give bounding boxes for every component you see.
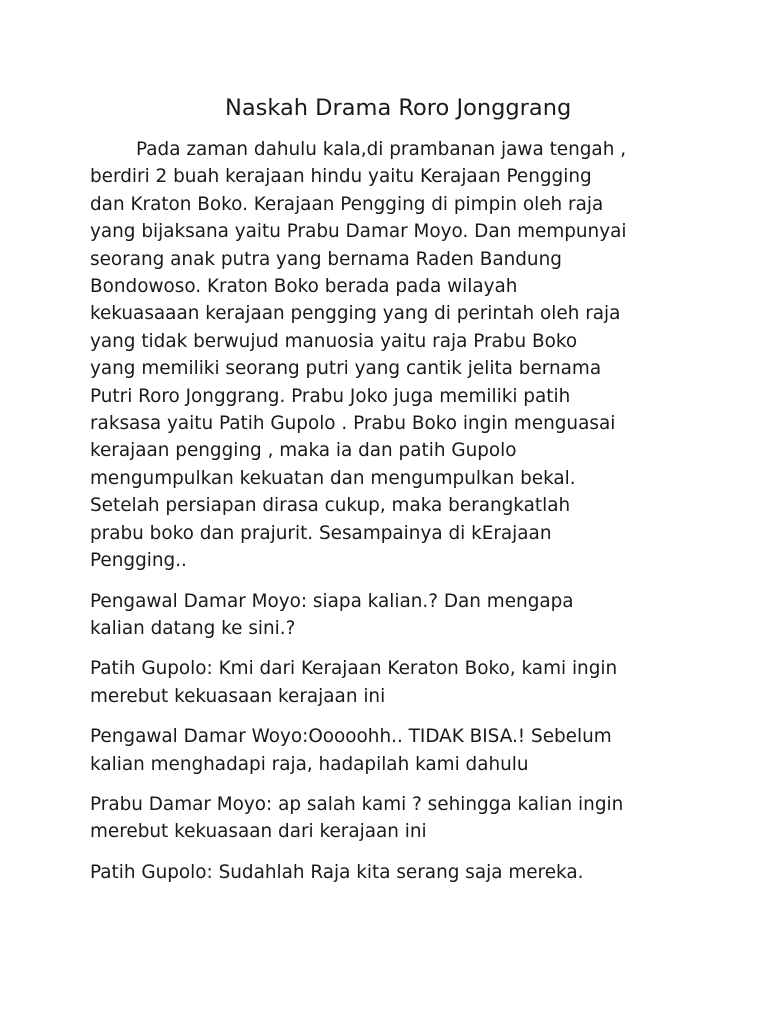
- text-line: Patih Gupolo: Sudahlah Raja kita serang saja mereka.: [90, 861, 584, 883]
- text-line: merebut kekuasaan dari kerajaan ini: [90, 821, 427, 843]
- dialogue-paragraph: [90, 859, 690, 886]
- text-line: kalian menghadapi raja, hadapilah kami dahulu: [90, 753, 529, 775]
- text-line: Pengawal Damar Woyo:Ooooohh.. TIDAK BISA.! Sebelum: [90, 726, 612, 748]
- text-line: kekuasaaan kerajaan pengging yang di perintah oleh raja: [90, 303, 621, 325]
- text-line: berdiri 2 buah kerajaan hindu yaitu Kerajaan Pengging: [90, 166, 592, 188]
- dialogue-paragraph: [90, 791, 690, 846]
- text-line: mengumpulkan kekuatan dan mengumpulkan bekal.: [90, 467, 576, 489]
- text-line: Pengawal Damar Moyo: siapa kalian.? Dan mengapa: [90, 590, 574, 612]
- text-line: dan Kraton Boko. Kerajaan Pengging di pimpin oleh raja: [90, 193, 604, 215]
- text-line: Setelah persiapan dirasa cukup, maka berangkatlah: [90, 495, 571, 517]
- text-line: Bondowoso. Kraton Boko berada pada wilayah: [90, 276, 518, 298]
- text-line: kalian datang ke sini.?: [90, 617, 296, 639]
- text-line: yang bijaksana yaitu Prabu Damar Moyo. Dan mempunyai: [90, 221, 627, 243]
- dialogue-paragraph: [90, 655, 690, 710]
- text-line: yang tidak berwujud manuosia yaitu raja Prabu Boko: [90, 330, 578, 352]
- text-line: seorang anak putra yang bernama Raden Bandung: [90, 248, 562, 270]
- text-line: Pada zaman dahulu kala,di prambanan jawa tengah ,: [136, 139, 627, 160]
- dialogue-paragraph: [90, 723, 690, 778]
- text-line: kerajaan pengging , maka ia dan patih Gupolo: [90, 440, 517, 462]
- text-line: yang memiliki seorang putri yang cantik jelita bernama: [90, 358, 602, 380]
- text-line: Pengging..: [90, 550, 187, 572]
- document-page: [90, 92, 690, 899]
- text-line: merebut kekuasaan kerajaan ini: [90, 685, 386, 707]
- text-line: Putri Roro Jonggrang. Prabu Joko juga memiliki patih: [90, 385, 571, 407]
- text-line: Patih Gupolo: Kmi dari Kerajaan Keraton Boko, kami ingin: [90, 658, 618, 680]
- dialogue-paragraph: [90, 588, 690, 643]
- text-line: prabu boko dan prajurit. Sesampainya di kErajaan: [90, 522, 552, 544]
- narration-paragraph: [90, 136, 690, 575]
- text-line: raksasa yaitu Patih Gupolo . Prabu Boko ingin menguasai: [90, 413, 616, 435]
- document-title: Naskah Drama Roro Jonggrang: [225, 95, 572, 121]
- text-line: Prabu Damar Moyo: ap salah kami ? sehingga kalian ingin: [90, 793, 624, 815]
